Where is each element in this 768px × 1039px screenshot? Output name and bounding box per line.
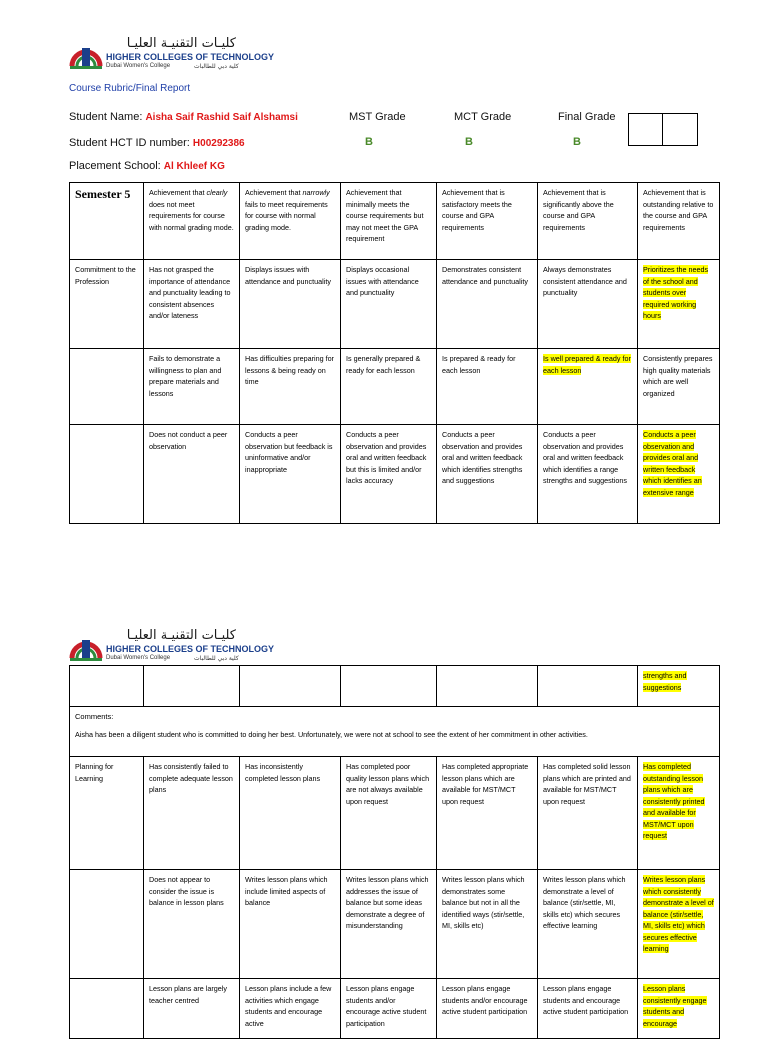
table-row bbox=[70, 757, 720, 870]
logo-english-text: HIGHER COLLEGES OF TECHNOLOGY bbox=[106, 644, 275, 654]
comments-cell bbox=[70, 707, 720, 757]
rubric-cell: Conducts a peer observation and provides oral and written feedback but this is limited and/or lacks accuracy bbox=[341, 425, 437, 524]
comments-label: Comments: bbox=[75, 712, 114, 721]
rubric-cell: Has difficulties preparing for lessons & being ready on time bbox=[240, 349, 341, 425]
rubric-cell-selected: Lesson plans consistently engage students and encourage bbox=[638, 979, 720, 1039]
mst-grade-label: MST Grade bbox=[349, 111, 406, 123]
column-header: Achievement that minimally meets the course requirements but may not meet the GPA requirement bbox=[341, 183, 437, 260]
rubric-cell: Demonstrates consistent attendance and punctuality bbox=[437, 260, 538, 349]
grade-box-left bbox=[628, 113, 663, 146]
student-name-label: Student Name: bbox=[69, 111, 146, 123]
rubric-cell: Displays occasional issues with attendance and punctuality bbox=[341, 260, 437, 349]
table-row bbox=[70, 979, 720, 1039]
rubric-cell: Conducts a peer observation but feedback is uninformative and/or inappropriate bbox=[240, 425, 341, 524]
rubric-cell: Has consistently failed to complete adequate lesson plans bbox=[144, 757, 240, 870]
logo-english-text: HIGHER COLLEGES OF TECHNOLOGY bbox=[106, 52, 275, 62]
logo-campus-arabic-text: كلية دبي للطالبات bbox=[194, 655, 239, 662]
row-label: Planning for Learning bbox=[70, 757, 144, 870]
row-label bbox=[70, 979, 144, 1039]
column-header: Achievement that is significantly above the course and GPA requirements bbox=[538, 183, 638, 260]
rubric-cell: Lesson plans engage students and/or encourage active student participation bbox=[437, 979, 538, 1039]
student-name-line bbox=[69, 111, 298, 123]
hct-logo bbox=[68, 36, 275, 76]
placement-school-label: Placement School: bbox=[69, 160, 164, 172]
rubric-cell: Always demonstrates consistent attendance and punctuality bbox=[538, 260, 638, 349]
comments-row bbox=[70, 707, 720, 757]
student-name-value: Aisha Saif Rashid Saif Alshamsi bbox=[145, 112, 298, 123]
column-header: Achievement that narrowly fails to meet requirements for course with normal grading mode. bbox=[240, 183, 341, 260]
rubric-cell: Lesson plans include a few activities which engage students and encourage active bbox=[240, 979, 341, 1039]
table-row bbox=[70, 666, 720, 707]
logo-arabic-text: كليـات التقنيـة العليـا bbox=[126, 628, 236, 643]
mct-grade-value: B bbox=[465, 136, 473, 148]
final-grade-label: Final Grade bbox=[558, 111, 616, 123]
student-id-label: Student HCT ID number: bbox=[69, 137, 193, 149]
rubric-cell: Has completed appropriate lesson plans which are available for MST/MCT upon request bbox=[437, 757, 538, 870]
rubric-cell-selected: Writes lesson plans which consistently demonstrate a level of balance (stir/settle, MI, skills etc) which secures effective learning bbox=[638, 870, 720, 979]
rubric-cell: Conducts a peer observation and provides oral and written feedback which identifies a range strengths and suggestions bbox=[538, 425, 638, 524]
row-label: Commitment to the Profession bbox=[70, 260, 144, 349]
rubric-cell: Has inconsistently completed lesson plans bbox=[240, 757, 341, 870]
row-label bbox=[70, 870, 144, 979]
rubric-cell: Is prepared & ready for each lesson bbox=[437, 349, 538, 425]
rubric-cell: Writes lesson plans which addresses the issue of balance but some ideas demonstrate a degree of misunderstanding bbox=[341, 870, 437, 979]
row-label bbox=[70, 425, 144, 524]
final-grade-value: B bbox=[573, 136, 581, 148]
hct-emblem-icon bbox=[68, 36, 104, 72]
mct-grade-label: MCT Grade bbox=[454, 111, 512, 123]
rubric-cell: Has completed poor quality lesson plans which are not always available upon request bbox=[341, 757, 437, 870]
logo-campus-text: Dubai Women's College bbox=[106, 63, 171, 69]
student-id-value: H00292386 bbox=[192, 138, 245, 149]
rubric-cell: Writes lesson plans which include limited aspects of balance bbox=[240, 870, 341, 979]
table-row bbox=[70, 349, 720, 425]
rubric-cell: Lesson plans are largely teacher centred bbox=[144, 979, 240, 1039]
rubric-cell-selected: Prioritizes the needs of the school and students over required working hours bbox=[638, 260, 720, 349]
rubric-cell: Has not grasped the importance of attendance and punctuality leading to consistent absences and/or lateness bbox=[144, 260, 240, 349]
column-header: Achievement that is outstanding relative to the course and GPA requirements bbox=[638, 183, 720, 260]
logo-campus-text: Dubai Women's College bbox=[106, 655, 171, 661]
semester-label: Semester 5 bbox=[70, 183, 144, 260]
rubric-cell-selected: Has completed outstanding lesson plans which are consistently printed and available for MST/MCT upon request bbox=[638, 757, 720, 870]
rubric-cell-selected: Conducts a peer observation and provides oral and written feedback which identifies an extensive range bbox=[638, 425, 720, 524]
rubric-cell: Is generally prepared & ready for each lesson bbox=[341, 349, 437, 425]
rubric-cell: Consistently prepares high quality materials which are well organized bbox=[638, 349, 720, 425]
rubric-table-continued bbox=[69, 665, 720, 1039]
logo-campus-arabic-text: كلية دبي للطالبات bbox=[194, 63, 239, 70]
rubric-cell: Displays issues with attendance and punctuality bbox=[240, 260, 341, 349]
table-row bbox=[70, 425, 720, 524]
table-row bbox=[70, 870, 720, 979]
rubric-cell: Does not appear to consider the issue is balance in lesson plans bbox=[144, 870, 240, 979]
rubric-cell: Writes lesson plans which demonstrates some balance but not in all the identified ways (stir/settle, MI, skills etc) bbox=[437, 870, 538, 979]
rubric-table-semester5 bbox=[69, 182, 720, 524]
document-title: Course Rubric/Final Report bbox=[69, 83, 191, 94]
rubric-cell-selected: Is well prepared & ready for each lesson bbox=[538, 349, 638, 425]
logo-arabic-text: كليـات التقنيـة العليـا bbox=[126, 36, 236, 51]
rubric-cell: Lesson plans engage students and/or encourage active student participation bbox=[341, 979, 437, 1039]
rubric-cell: Has completed solid lesson plans which are printed and available for MST/MCT upon request bbox=[538, 757, 638, 870]
comments-text: Aisha has been a diligent student who is committed to doing her best. Unfortunately, we were not at school to see the extent of her commitment in other activities. bbox=[75, 729, 588, 739]
row-label bbox=[70, 349, 144, 425]
rubric-header-row bbox=[70, 183, 720, 260]
hct-emblem-icon bbox=[68, 628, 104, 664]
rubric-cell: Does not conduct a peer observation bbox=[144, 425, 240, 524]
grade-box-right bbox=[662, 113, 698, 146]
column-header: Achievement that is satisfactory meets the course and GPA requirements bbox=[437, 183, 538, 260]
rubric-cell-selected: strengths and suggestions bbox=[638, 666, 720, 707]
hct-logo-page2 bbox=[68, 628, 275, 668]
placement-school-line bbox=[69, 160, 225, 172]
table-row bbox=[70, 260, 720, 349]
rubric-cell: Writes lesson plans which demonstrate a level of balance (stir/settle, MI, skills etc) which secures effective learning bbox=[538, 870, 638, 979]
student-id-line bbox=[69, 137, 245, 149]
rubric-cell: Lesson plans engage students and encourage active student participation bbox=[538, 979, 638, 1039]
mst-grade-value: B bbox=[365, 136, 373, 148]
column-header: Achievement that clearly does not meet requirements for course with normal grading mode. bbox=[144, 183, 240, 260]
rubric-cell: Fails to demonstrate a willingness to plan and prepare materials and lessons bbox=[144, 349, 240, 425]
placement-school-value: Al Khleef KG bbox=[163, 161, 225, 172]
rubric-cell: Conducts a peer observation and provides oral and written feedback which identifies strengths and suggestions bbox=[437, 425, 538, 524]
